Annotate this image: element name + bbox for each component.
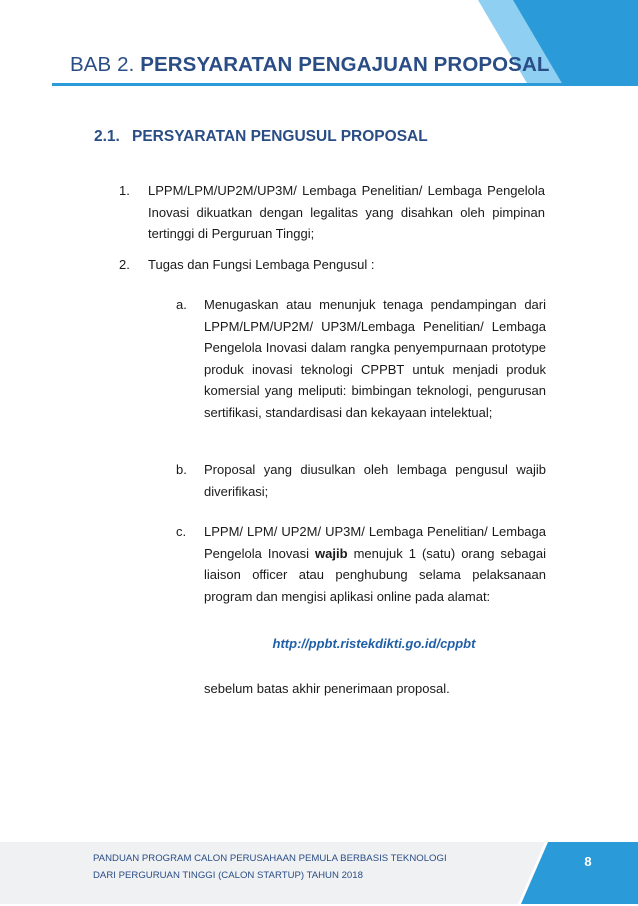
list-marker: 2. — [119, 257, 130, 272]
list-marker: 1. — [119, 183, 130, 198]
link-row — [0, 636, 638, 651]
section-number: 2.1. — [94, 128, 120, 145]
sublist-marker: c. — [176, 524, 187, 539]
list-item-text: LPPM/LPM/UP2M/UP3M/ Lembaga Penelitian/ Lembaga Pengelola Inovasi dikuatkan dengan legalitas yang disahkan oleh pimpinan tertinggi di Perguruan Tinggi; — [148, 183, 545, 241]
list-item-text: Tugas dan Fungsi Lembaga Pengusul : — [148, 257, 375, 272]
footer-line-1: PANDUAN PROGRAM CALON PERUSAHAAN PEMULA BERBASIS TEKNOLOGI — [93, 853, 447, 864]
sublist-text-after: menujuk 1 (satu) orang sebagai liaison officer atau penghubung selama pelaksanaan program dan mengisi aplikasi online pada alamat: — [204, 545, 546, 604]
sublist-item-text: Menugaskan atau menunjuk tenaga pendampingan dari LPPM/LPM/UP2M/ UP3M/Lembaga Penelitian/ Lembaga Pengelola Inovasi dalam rangka penyempurnaan prototype produk inovasi teknologi CPPBT untuk menjadi produk komersial yang meliputi: bimbingan teknologi, pengurusan sertifikasi, standardisasi dan kekayaan intelektual; — [204, 297, 546, 420]
sublist-marker: b. — [176, 462, 187, 477]
closing-text: sebelum batas akhir penerimaan proposal. — [204, 681, 450, 696]
chapter-prefix: BAB 2. — [70, 53, 135, 76]
sublist-marker: a. — [176, 297, 187, 312]
section-heading — [94, 128, 428, 146]
header-rule — [52, 83, 638, 86]
section-title: PERSYARATAN PENGUSUL PROPOSAL — [132, 128, 428, 145]
sublist-text-before: LPPM/ LPM/ UP2M/ UP3M/ Lembaga Penelitian/ Lembaga Pengelola Inovasi — [204, 524, 546, 561]
sublist-item-text — [204, 521, 546, 607]
page-number: 8 — [584, 854, 592, 869]
chapter-heading — [70, 53, 550, 77]
emphasis-wajib: wajib — [315, 545, 348, 561]
footer-line-2: DARI PERGURUAN TINGGI (CALON STARTUP) TAHUN 2018 — [93, 870, 363, 881]
sublist-item-text: Proposal yang diusulkan oleh lembaga pengusul wajib diverifikasi; — [204, 462, 546, 499]
chapter-title: PERSYARATAN PENGAJUAN PROPOSAL — [140, 53, 550, 76]
application-url-link[interactable]: http://ppbt.ristekdikti.go.id/cppbt — [272, 636, 476, 651]
